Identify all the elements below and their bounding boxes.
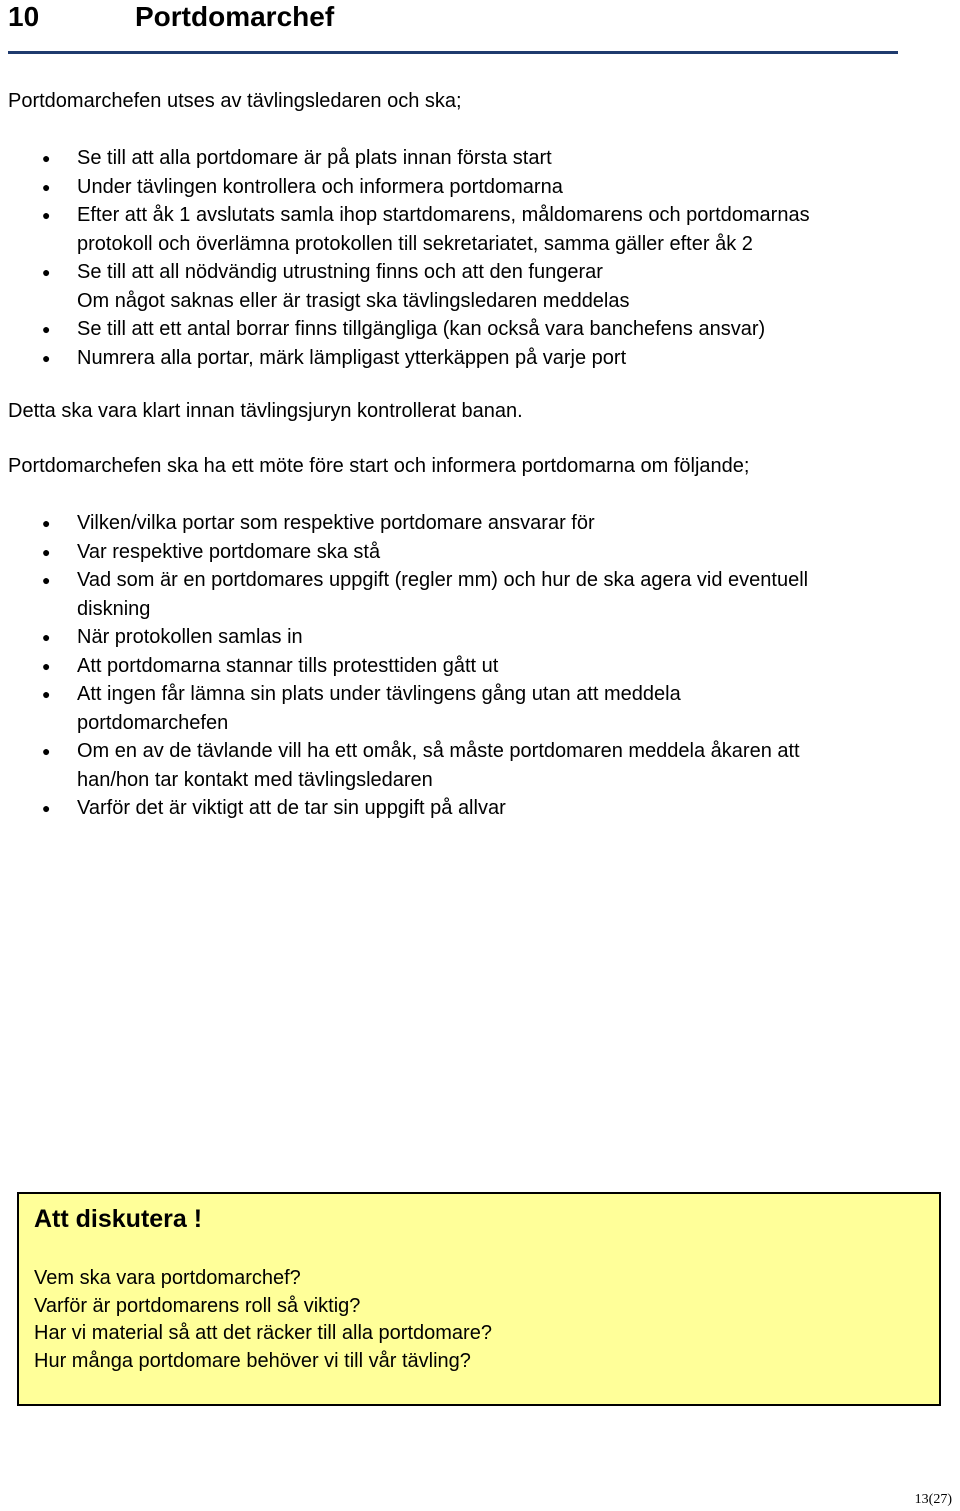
discussion-box (17, 1192, 941, 1406)
bullet-icon: ● (42, 264, 51, 280)
meeting-item (0, 766, 808, 795)
meeting-item-text: Om en av de tävlande vill ha ett omåk, så måste portdomaren meddela åkaren att (77, 740, 800, 762)
bullet-icon: ● (42, 321, 51, 337)
section-title: Portdomarchef (135, 1, 335, 32)
meeting-item (0, 538, 808, 567)
meeting-item-text: När protokollen samlas in (77, 626, 303, 648)
meeting-items-list (0, 509, 808, 823)
meeting-item (0, 595, 808, 624)
section-heading (8, 0, 334, 34)
task-item (0, 287, 810, 316)
task-item (0, 315, 810, 344)
tasks-list (0, 144, 810, 372)
discussion-question: Hur många portdomare behöver vi till vår tävling? (34, 1349, 471, 1372)
task-item (0, 258, 810, 287)
task-item-text: Om något saknas eller är trasigt ska tävlingsledaren meddelas (77, 289, 630, 312)
heading-underline (8, 51, 898, 54)
bullet-icon: ● (42, 349, 51, 366)
bullet-icon: ● (42, 572, 51, 588)
meeting-item (0, 794, 808, 823)
meeting-item-text: Vilken/vilka portar som respektive portdomare ansvarar för (77, 512, 595, 534)
task-item-text: Se till att all nödvändig utrustning finns och att den fungerar (77, 261, 603, 283)
bullet-icon: ● (42, 657, 51, 674)
bullet-icon: ● (42, 178, 51, 195)
bullet-icon: ● (42, 515, 51, 531)
discussion-question: Varför är portdomarens roll så viktig? (34, 1294, 361, 1317)
discussion-question: Har vi material så att det räcker till alla portdomare? (34, 1322, 492, 1344)
bullet-icon: ● (42, 800, 51, 816)
bullet-icon: ● (42, 743, 51, 759)
task-item-text: Under tävlingen kontrollera och informera portdomarna (77, 175, 563, 198)
meeting-item (0, 652, 808, 681)
task-item-text: Numrera alla portar, märk lämpligast ytterkäppen på varje port (77, 346, 627, 369)
meeting-item (0, 566, 808, 595)
meeting-item-text: Var respektive portdomare ska stå (77, 540, 381, 563)
meeting-item-text: Varför det är viktigt att de tar sin uppgift på allvar (77, 797, 506, 819)
meeting-item-text: portdomarchefen (77, 711, 229, 734)
deadline-paragraph: Detta ska vara klart innan tävlingsjuryn kontrollerat banan. (8, 400, 523, 422)
meeting-item (0, 680, 808, 709)
task-item (0, 144, 810, 173)
bullet-icon: ● (42, 629, 51, 645)
task-item (0, 201, 810, 230)
bullet-icon: ● (42, 207, 51, 223)
task-item (0, 173, 810, 202)
task-item (0, 344, 810, 373)
page-number: 13(27) (914, 1492, 952, 1507)
discussion-questions (34, 1265, 492, 1375)
task-item-text: Se till att alla portdomare är på plats innan första start (77, 147, 552, 169)
meeting-item (0, 509, 808, 538)
discussion-title: Att diskutera ! (34, 1205, 203, 1233)
intro-paragraph: Portdomarchefen utses av tävlingsledaren och ska; (8, 90, 462, 112)
meeting-item-text: Vad som är en portdomares uppgift (regler mm) och hur de ska agera vid eventuell (77, 569, 809, 591)
meeting-item-text: Att portdomarna stannar tills protesttiden gått ut (77, 654, 499, 677)
meeting-item (0, 709, 808, 738)
meeting-item-text: han/hon tar kontakt med tävlingsledaren (77, 768, 433, 791)
section-number: 10 (8, 1, 40, 32)
bullet-icon: ● (42, 686, 51, 702)
meeting-item-text: diskning (77, 597, 151, 620)
task-item-text: Se till att ett antal borrar finns tillgängliga (kan också vara banchefens ansvar) (77, 318, 766, 340)
task-item-text: Efter att åk 1 avslutats samla ihop startdomarens, måldomarens och portdomarnas (77, 204, 810, 226)
task-item (0, 230, 810, 259)
meeting-item (0, 737, 808, 766)
meeting-item (0, 623, 808, 652)
task-item-text: protokoll och överlämna protokollen till sekretariatet, samma gäller efter åk 2 (77, 232, 753, 255)
meeting-intro-paragraph: Portdomarchefen ska ha ett möte före start och informera portdomarna om följande; (8, 455, 750, 477)
meeting-item-text: Att ingen får lämna sin plats under tävlingens gång utan att meddela (77, 683, 681, 705)
discussion-question: Vem ska vara portdomarchef? (34, 1267, 301, 1289)
bullet-icon: ● (42, 543, 51, 560)
bullet-icon: ● (42, 150, 51, 166)
